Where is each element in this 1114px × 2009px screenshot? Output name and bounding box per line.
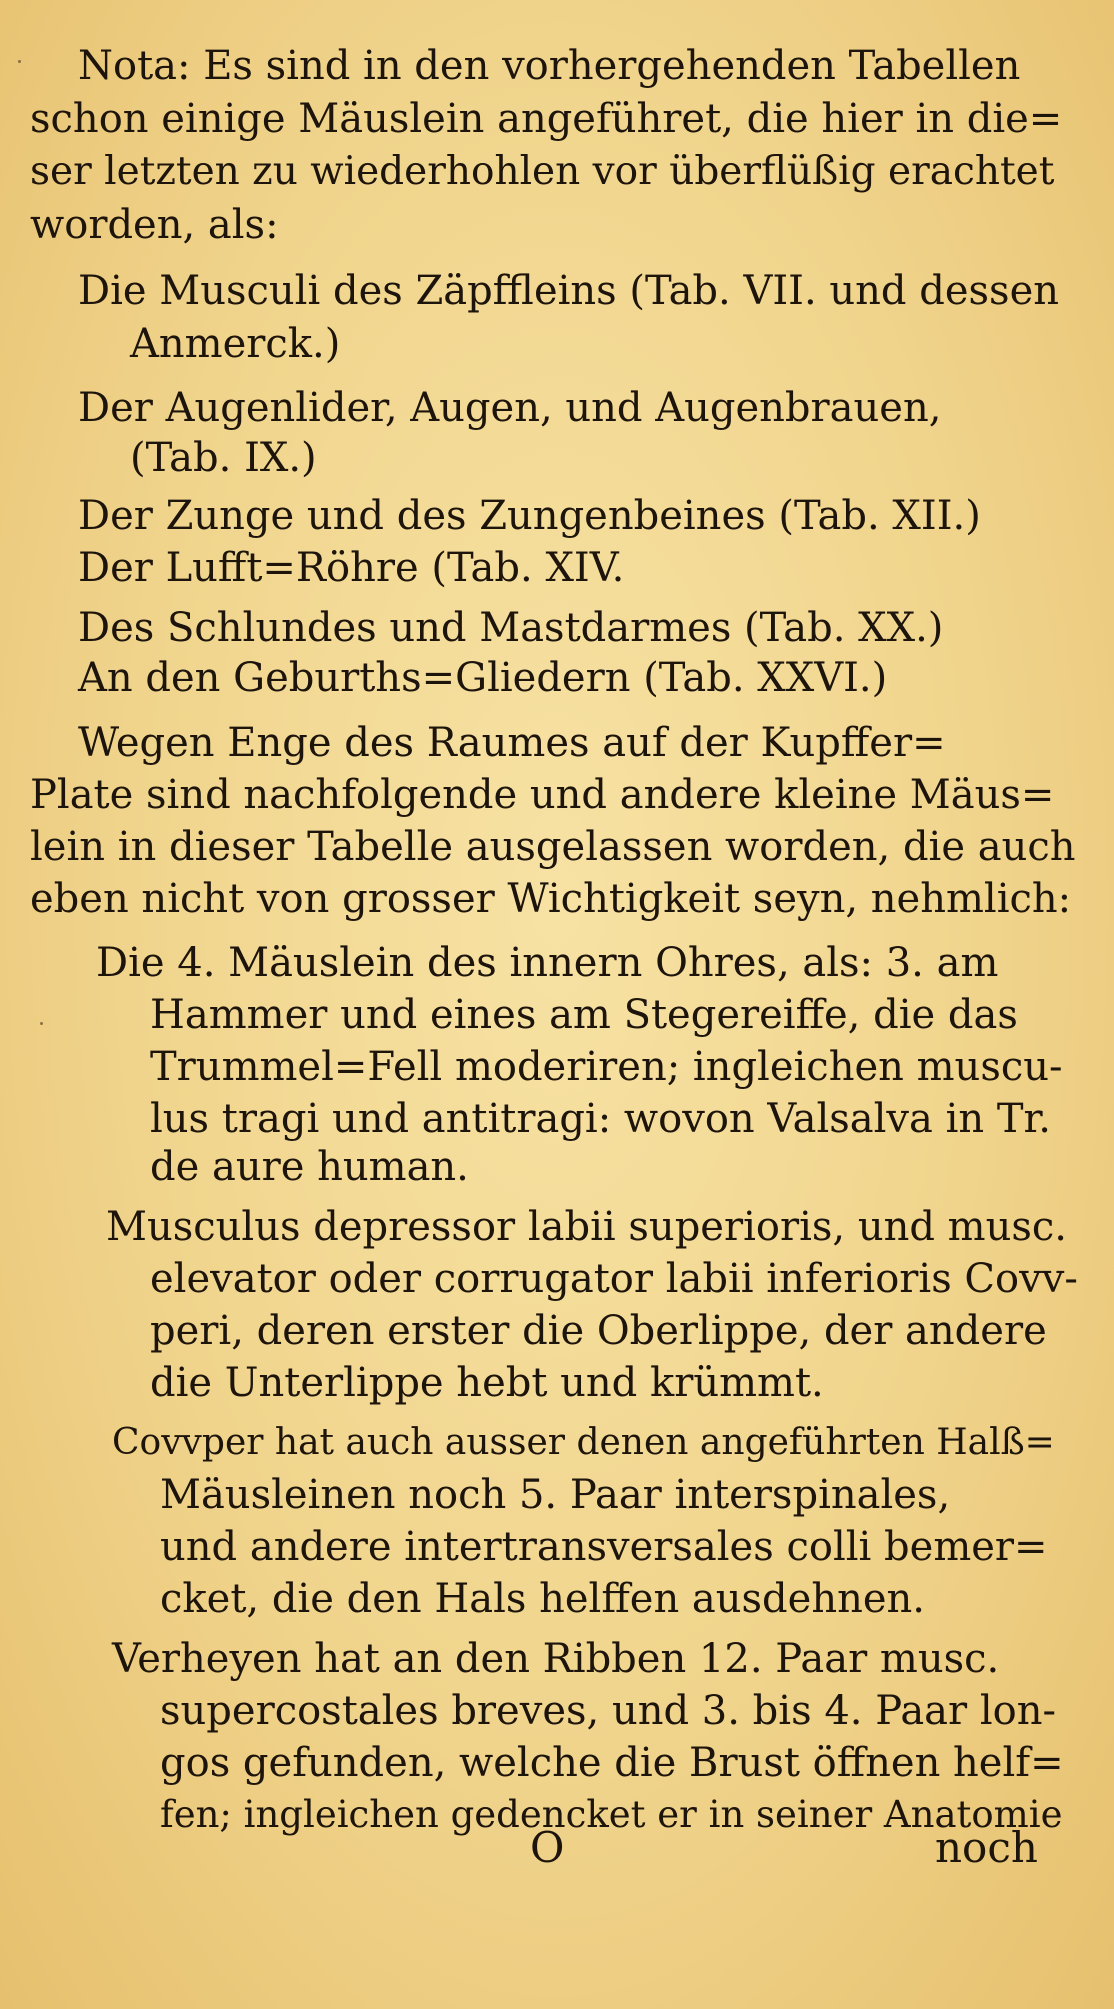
text-line: Verheyen hat an den Ribben 12. Paar musc. [112, 1636, 1000, 1682]
text-line: die Unterlippe hebt und krümmt. [150, 1360, 824, 1406]
text-line: Wegen Enge des Raumes auf der Kupffer= [78, 720, 946, 766]
text-line: Der Zunge und des Zungenbeines (Tab. XII.) [78, 493, 981, 539]
text-line: Trummel=Fell moderiren; ingleichen muscu- [150, 1044, 1063, 1090]
text-line: Des Schlundes und Mastdarmes (Tab. XX.) [78, 605, 944, 651]
text-line: Mäusleinen noch 5. Paar interspinales, [160, 1472, 951, 1518]
text-line: gos gefunden, welche die Brust öffnen helf= [160, 1740, 1064, 1786]
text-line: Plate sind nachfolgende und andere kleine Mäus= [30, 772, 1055, 818]
text-line: elevator oder corrugator labii inferioris Covv- [150, 1256, 1078, 1302]
text-line: Nota: Es sind in den vorhergehenden Tabellen [78, 43, 1021, 89]
text-line: Hammer und eines am Stegereiffe, die das [150, 992, 1018, 1038]
text-line: und andere intertransversales colli bemer= [160, 1524, 1048, 1570]
catchword: noch [935, 1823, 1038, 1872]
text-line: peri, deren erster die Oberlippe, der andere [150, 1308, 1047, 1354]
text-line: Covvper hat auch ausser denen angeführten Halß= [112, 1422, 1055, 1463]
text-line: de aure human. [150, 1144, 469, 1190]
text-line: (Tab. IX.) [130, 435, 317, 481]
text-line: Der Augenlider, Augen, und Augenbrauen, [78, 385, 942, 431]
text-line: An den Geburths=Gliedern (Tab. XXVI.) [78, 655, 888, 701]
text-line: lus tragi und antitragi: wovon Valsalva in Tr. [150, 1096, 1051, 1142]
text-line: cket, die den Hals helffen ausdehnen. [160, 1576, 925, 1622]
text-line: fen; ingleichen gedencket er in seiner Anatomie [160, 1793, 1063, 1836]
text-line: Anmerck.) [130, 321, 341, 367]
text-line: ser letzten zu wiederhohlen vor überflüßig erachtet [30, 149, 1055, 194]
text-line: Die 4. Mäuslein des innern Ohres, als: 3. am [96, 940, 999, 986]
signature-mark: O [530, 1823, 565, 1872]
text-line: eben nicht von grosser Wichtigkeit seyn, nehmlich: [30, 876, 1072, 922]
text-line: Die Musculi des Zäpffleins (Tab. VII. und dessen [78, 268, 1059, 314]
text-line: worden, als: [30, 202, 279, 248]
text-line: schon einige Mäuslein angeführet, die hier in die= [30, 96, 1063, 142]
text-line: Musculus depressor labii superioris, und musc. [106, 1204, 1068, 1250]
text-line: Der Lufft=Röhre (Tab. XIV. [78, 545, 625, 591]
text-line: supercostales breves, und 3. bis 4. Paar lon- [160, 1688, 1056, 1734]
text-line: lein in dieser Tabelle ausgelassen worden, die auch [30, 824, 1076, 870]
